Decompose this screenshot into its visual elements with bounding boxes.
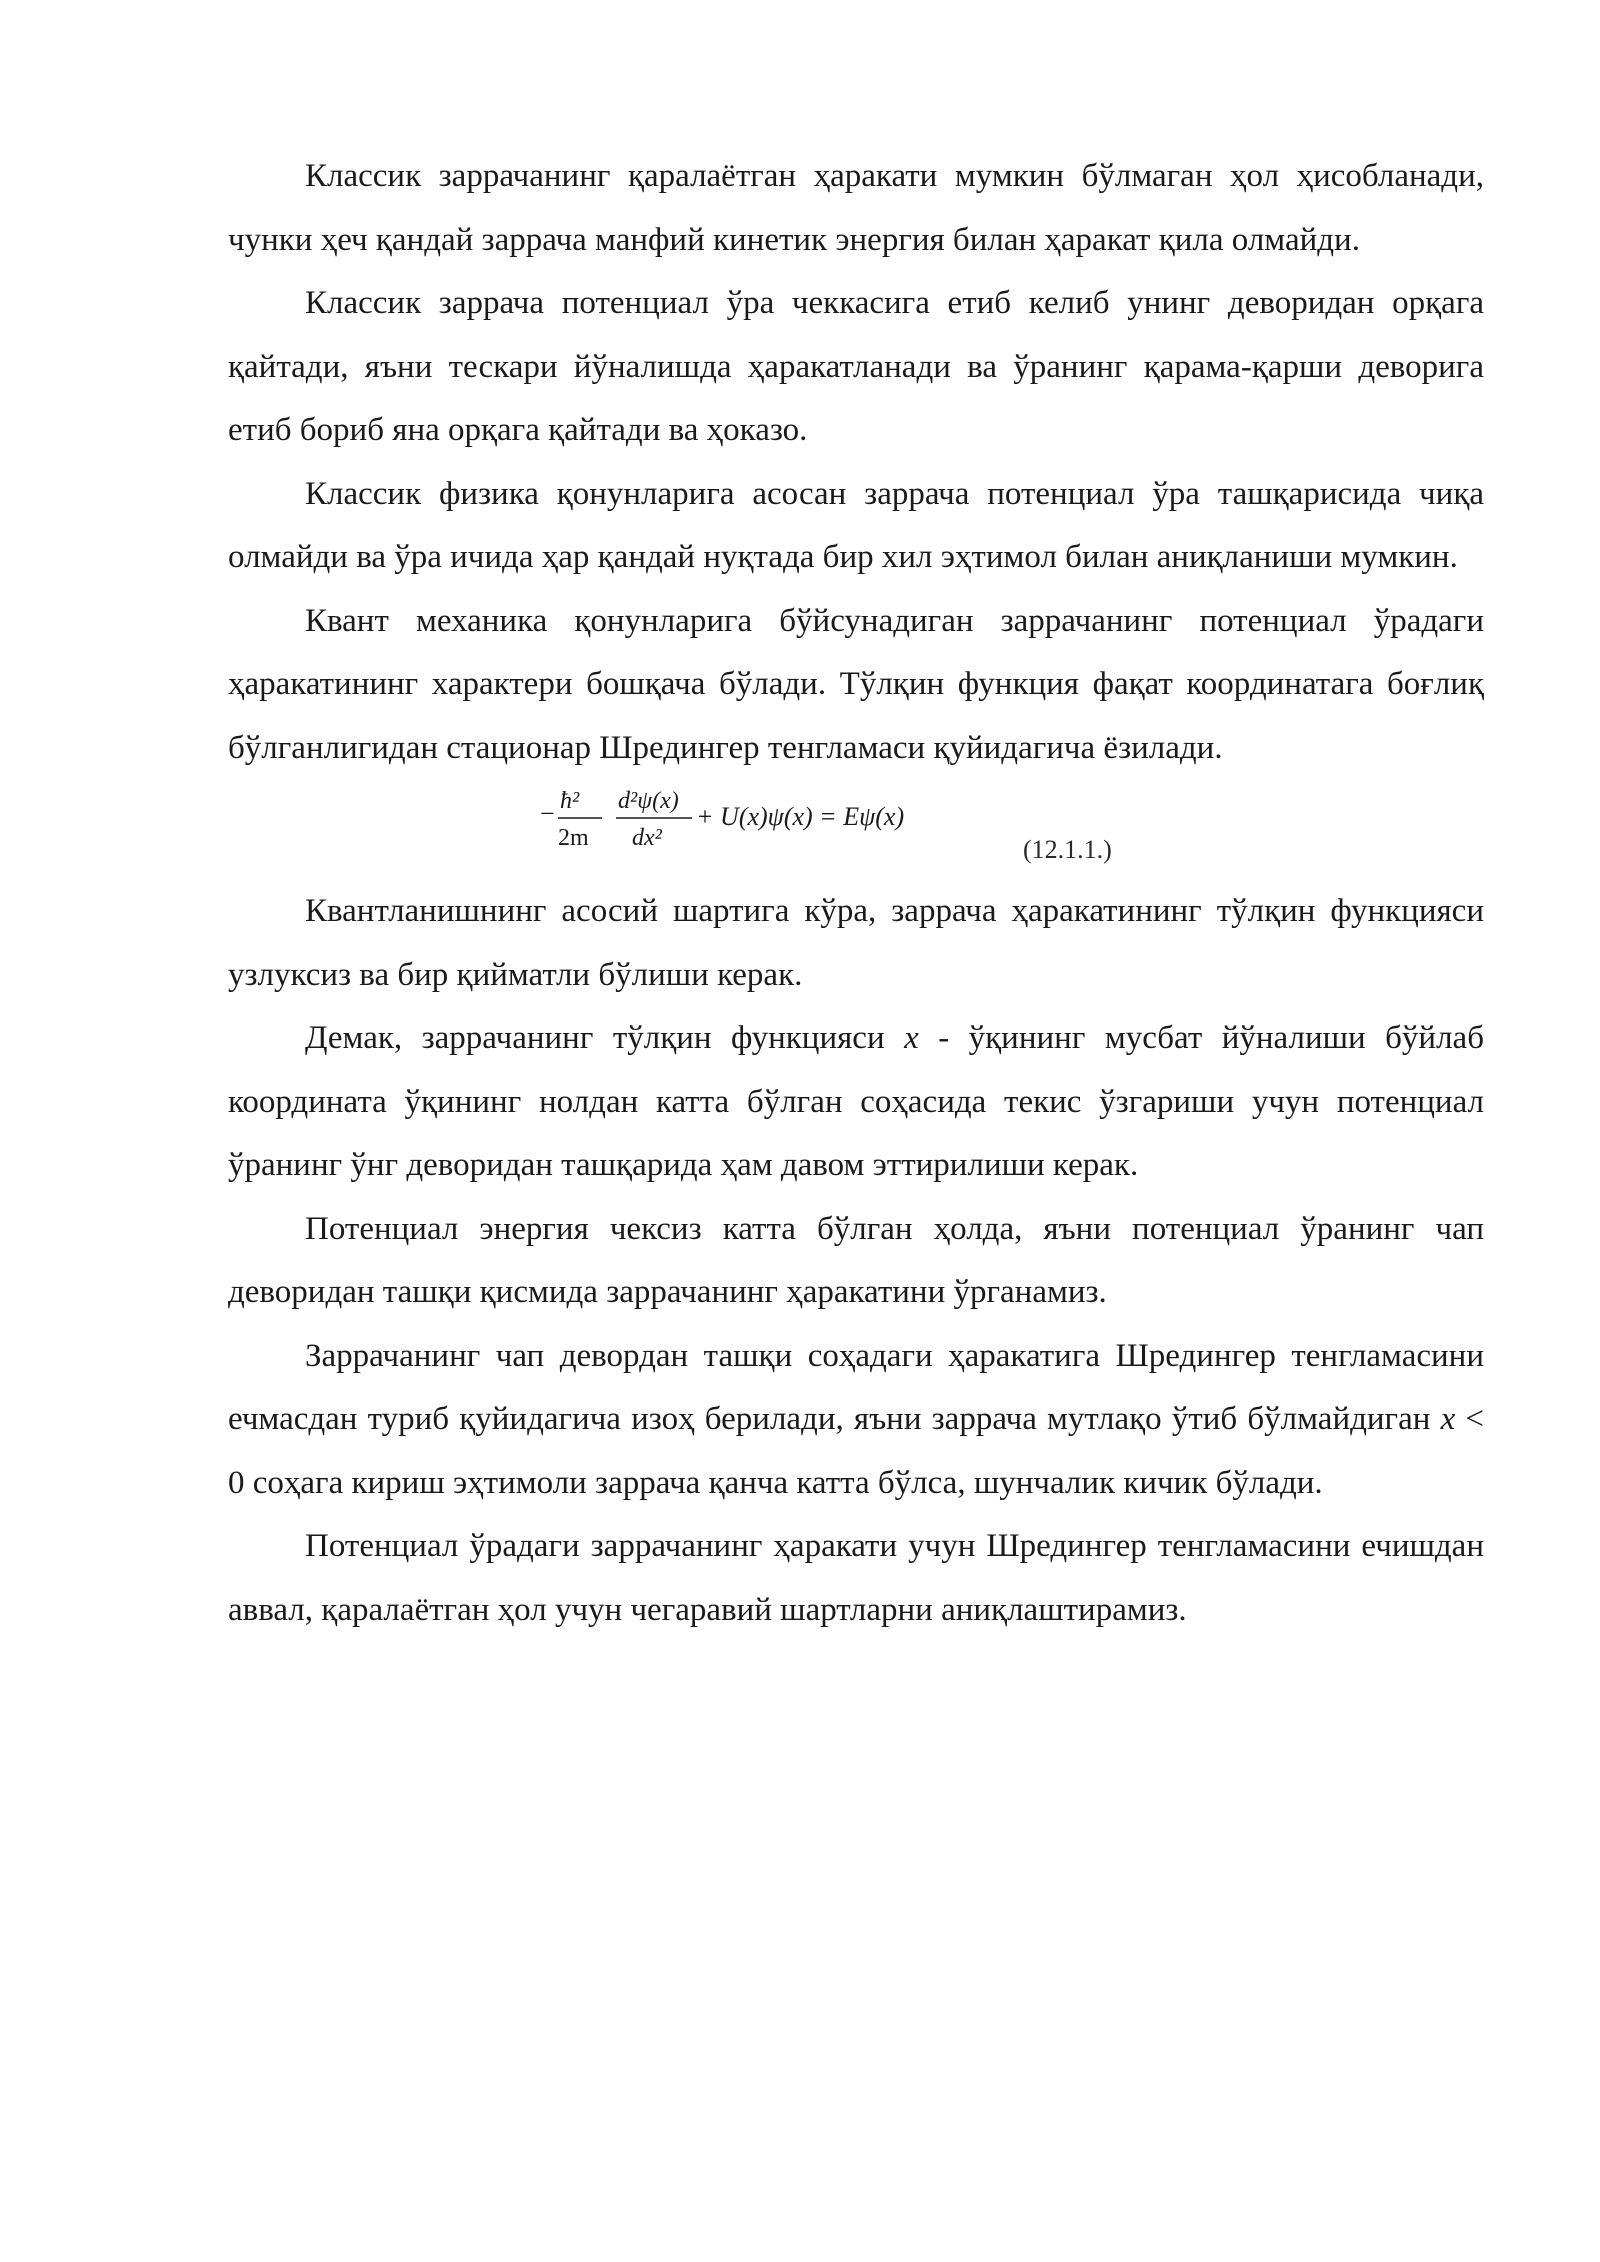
equation-d2psi: d²ψ(x) [618,788,679,814]
paragraph-1: Классик заррачанинг қаралаётган ҳаракати мумкин бўлмаган ҳол ҳисобланади, чунки ҳеч қандай заррача манфий кинетик энергия билан ҳаракат қила олмайди. [228,158,1484,258]
paragraph-8 [228,1325,1484,1516]
paragraph-6-part-2: - ўқининг мусбат йўналиши бўйлаб координата ўқининг нолдан катта бўлган соҳасида текис ўзгариши учун потенциал ўранинг ўнг деворидан ташқарида ҳам давом эттирилиши керак. [228,1020,1484,1183]
paragraph-7: Потенциал энергия чексиз катта бўлган ҳолда, яъни потенциал ўранинг чап деворидан ташқи қисмида заррачанинг ҳаракатини ўрганамиз. [228,1210,1484,1310]
variable-x: x [904,1020,919,1056]
paragraph-4: Квант механика қонунларига бўйсунадиган заррачанинг потенциал ўрадаги ҳаракатининг характери бошқача бўлади. Тўлқин функция фақат координатага боғлиқ бўлганлигидан стационар Шредингер тенгламаси қуйидагича ёзилади. [228,602,1484,766]
equation-minus: − [540,799,555,828]
document-page [228,145,1484,1642]
paragraph-3: Классик физика қонунларига асосан заррача потенциал ўра ташқарисида чиқа олмайди ва ўра ичида ҳар қандай нуқтада бир хил эҳтимол билан аниқланиши мумкин. [228,475,1484,575]
paragraph-6-part-1: Демак, заррачанинг тўлқин функцияси [305,1020,905,1056]
equation-rhs: + U(x)ψ(x) = Eψ(x) [696,802,905,831]
paragraph-9: Потенциал ўрадаги заррачанинг ҳаракати учун Шредингер тенгламасини ечишдан аввал, қаралаётган ҳол учун чегаравий шартларни аниқлаштирамиз. [228,1528,1484,1628]
equation-hbar-squared: ħ² [560,788,580,814]
paragraph-6 [228,1007,1484,1198]
paragraph-8-part-2: < 0 соҳага кириш эҳтимоли заррача қанча катта бўлса, шунчалик кичик бўлади. [228,1401,1484,1501]
equation-dx2: dx² [632,825,662,851]
paragraph-8-part-1: Заррачанинг чап девордан ташқи соҳадаги ҳаракатига Шредингер тенгламасини ечмасдан туриб қуйидагича изоҳ берилади, яъни заррача мутлақо ўтиб бўлмайдиган [228,1337,1484,1437]
equation-two-m: 2m [558,825,589,851]
schrodinger-equation [228,780,1484,880]
variable-x: x [1440,1401,1456,1437]
paragraph-2: Классик заррача потенциал ўра чеккасига етиб келиб унинг деворидан орқага қайтади, яъни тескари йўналишда ҳаракатланади ва ўранинг қарама-қарши деворига етиб бориб яна орқага қайтади ва ҳоказо. [228,285,1484,448]
paragraph-5: Квантланишнинг асосий шартига кўра, заррача ҳаракатининг тўлқин функцияси узлуксиз ва бир қийматли бўлиши керак. [228,893,1484,993]
equation-number: (12.1.1.) [1023,835,1112,864]
